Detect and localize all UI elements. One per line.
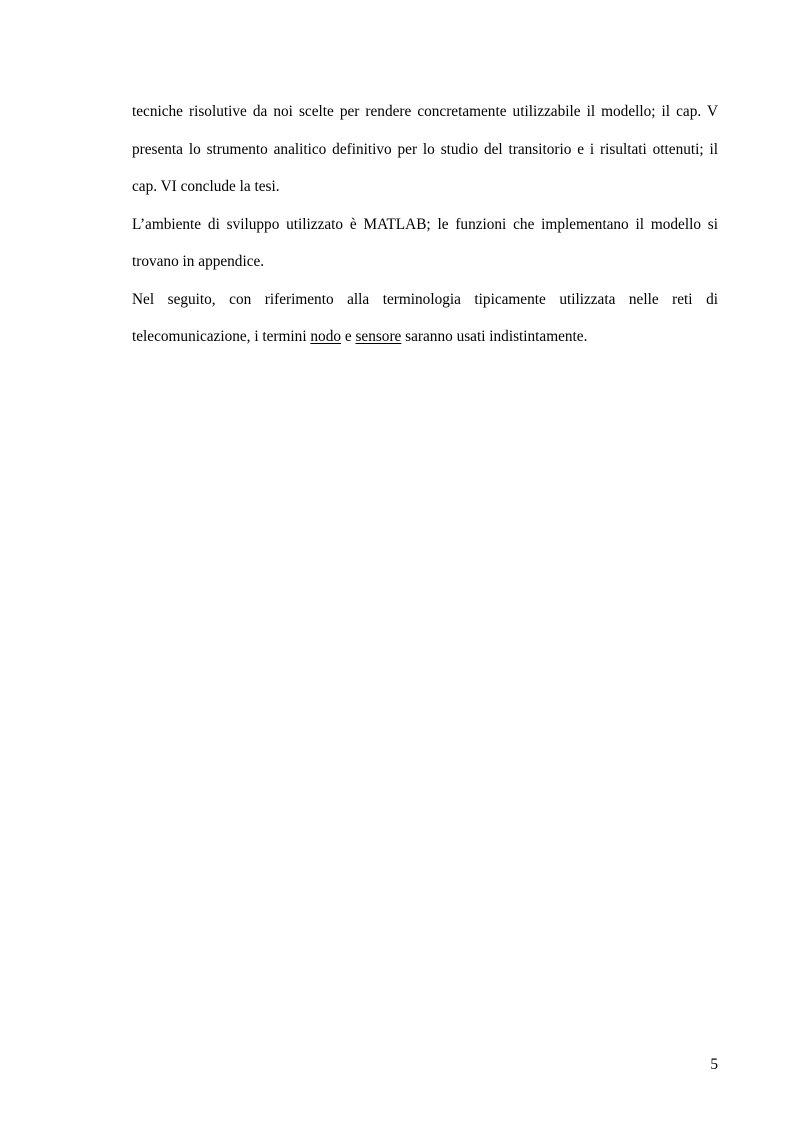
text-line: presenta lo strumento analitico definitivo per lo studio del transitorio e i risultati ottenuti; il <box>132 140 718 158</box>
text-segment: telecomunicazione, i termini <box>132 328 311 345</box>
text-segment: saranno usati indistintamente. <box>401 328 588 345</box>
text-line <box>132 318 718 356</box>
text-line: Nel seguito, con riferimento alla terminologia tipicamente utilizzata nelle reti di <box>132 290 718 308</box>
text-line: L’ambiente di sviluppo utilizzato è MATLAB; le funzioni che implementano il modello si <box>132 215 718 233</box>
body-text <box>132 93 718 356</box>
text-line: cap. VI conclude la tesi. <box>132 178 280 195</box>
text-segment: e <box>341 328 356 345</box>
page-number: 5 <box>710 1056 718 1073</box>
text-line: tecniche risolutive da noi scelte per rendere concretamente utilizzabile il modello; il cap. V <box>132 103 718 120</box>
underlined-term-nodo: nodo <box>310 328 341 345</box>
text-line: trovano in appendice. <box>132 253 265 270</box>
underlined-term-sensore: sensore <box>355 328 402 345</box>
